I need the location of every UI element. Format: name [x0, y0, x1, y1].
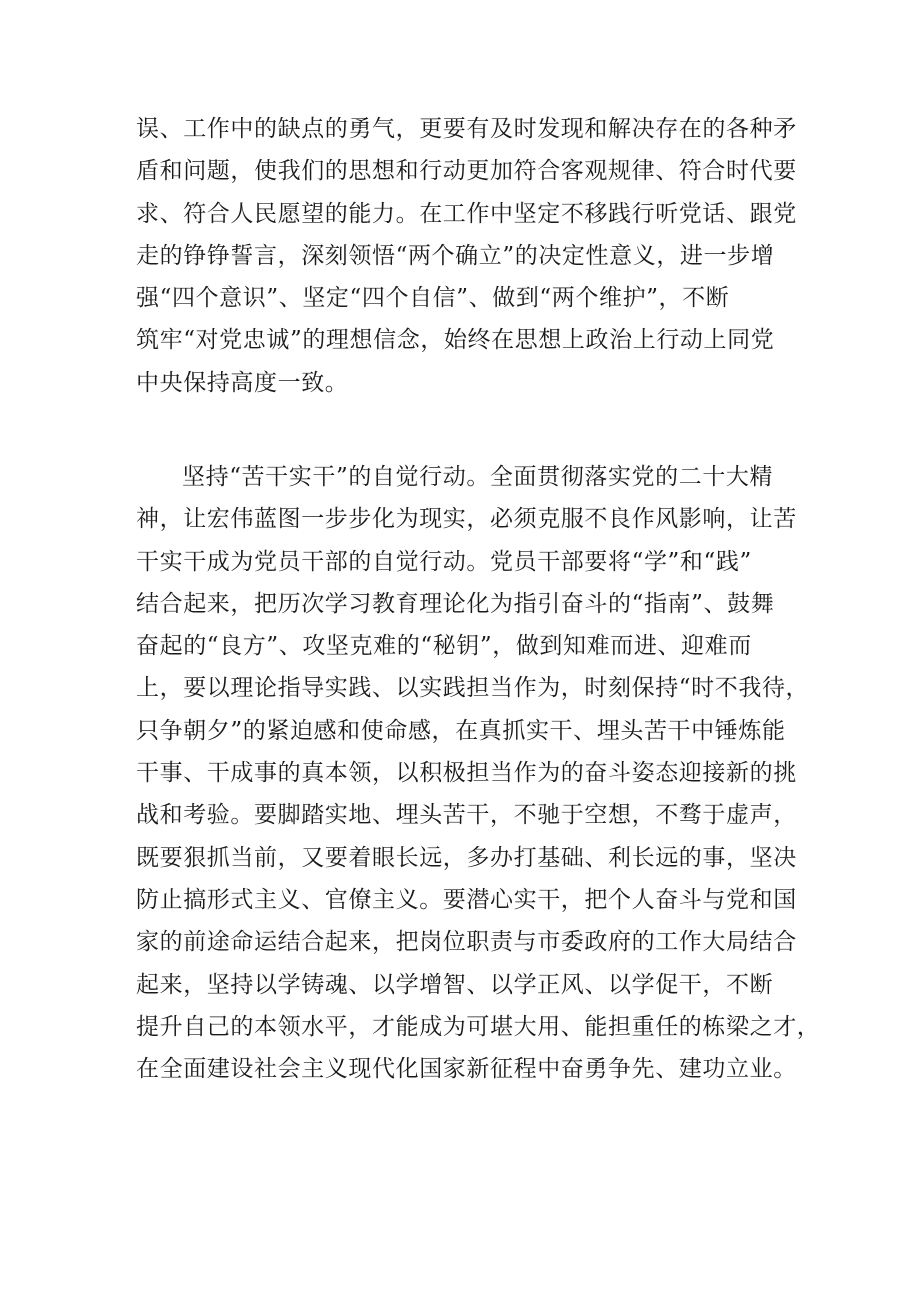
paragraph-line: 神，让宏伟蓝图一步步化为现实，必须克服不良作风影响，让苦 — [136, 506, 797, 533]
paragraph-line: 结合起来，把历次学习教育理论化为指引奋斗的“指南”、鼓舞 — [136, 590, 775, 617]
paragraph-line: 筑牢“对党忠诚”的理想信念，始终在思想上政治上行动上同党 — [136, 327, 775, 354]
paragraph-line-first: 坚持“苦干实干”的自觉行动。全面贯彻落实党的二十大精 — [182, 464, 774, 490]
paragraph-line: 上，要以理论指导实践、以实践担当作为，时刻保持“时不我待， — [136, 675, 810, 702]
paragraph-line: 只争朝夕”的紧迫感和使命感，在真抓实干、埋头苦干中锤炼能 — [136, 717, 786, 744]
paragraph-2 — [136, 456, 821, 1090]
paragraph-line: 提升自己的本领水平，才能成为可堪大用、能担重任的栋梁之才， — [136, 1013, 821, 1040]
paragraph-line: 家的前途命运结合起来，把岗位职责与市委政府的工作大局结合 — [136, 929, 797, 956]
paragraph-line: 奋起的“良方”、攻坚克难的“秘钥”，做到知难而进、迎难而 — [136, 633, 752, 660]
paragraph-line: 盾和问题，使我们的思想和行动更加符合客观规律、符合时代要 — [136, 158, 797, 185]
paragraph-line: 干事、干成事的真本领，以积极担当作为的奋斗姿态迎接新的挑 — [136, 760, 797, 787]
paragraph-line: 在全面建设社会主义现代化国家新征程中奋勇争先、建功立业。 — [136, 1056, 797, 1083]
paragraph-line: 干实干成为党员干部的自觉行动。党员干部要将“学”和“践” — [136, 548, 752, 575]
paragraph-line: 求、符合人民愿望的能力。在工作中坚定不移践行听党话、跟党 — [136, 200, 797, 227]
paragraph-line: 战和考验。要脚踏实地、埋头苦干，不驰于空想，不骛于虚声， — [136, 802, 797, 829]
paragraph-line: 走的铮铮誓言，深刻领悟“两个确立”的决定性意义，进一步增 — [136, 242, 775, 269]
paragraph-line: 防止搞形式主义、官僚主义。要潜心实干，把个人奋斗与党和国 — [136, 886, 797, 913]
paragraph-1 — [136, 108, 816, 404]
paragraph-line: 强“四个意识”、坚定“四个自信”、做到“两个维护”，不断 — [136, 285, 730, 312]
paragraph-line: 误、工作中的缺点的勇气，更要有及时发现和解决存在的各种矛 — [136, 116, 797, 142]
paragraph-line: 起来，坚持以学铸魂、以学增智、以学正风、以学促干，不断 — [136, 971, 774, 998]
paragraph-line: 中央保持高度一致。 — [136, 369, 349, 396]
paragraph-line: 既要狠抓当前，又要着眼长远，多办打基础、利长远的事，坚决 — [136, 844, 797, 871]
